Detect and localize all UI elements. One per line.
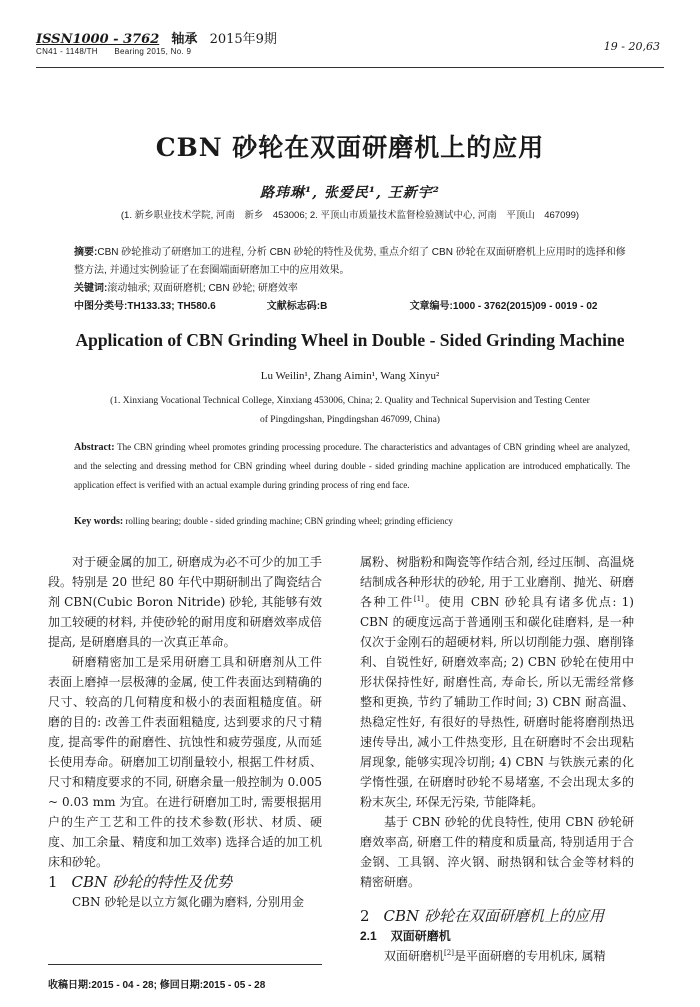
section-title: CBN 砂轮在双面研磨机上的应用	[383, 907, 604, 925]
section-title: CBN 砂轮的特性及优势	[71, 873, 232, 891]
paragraph-text: 是平面研磨的专用机床, 属精	[453, 949, 606, 963]
subsection-heading	[360, 926, 634, 946]
citation: [1]	[413, 595, 424, 603]
issn: ISSN1000 - 3762	[36, 32, 160, 47]
paragraph: 基于 CBN 砂轮的优良特性, 使用 CBN 砂轮研磨效率高, 研磨工件的精度和质量高, 特别适用于合金钢、工具钢、淬火钢、耐热钢和钛合金等材料的精密研磨。	[360, 815, 634, 889]
paragraph	[360, 552, 634, 812]
paragraph-text: 双面研磨机	[384, 949, 445, 963]
section-heading	[48, 872, 322, 892]
citation: [2]	[444, 949, 454, 957]
journal-header	[36, 32, 277, 57]
paragraph: CBN 砂轮是以立方氮化硼为磨料, 分别用金	[72, 895, 304, 909]
paragraph-text: 属粉、树脂粉和陶瓷等作结合剂, 经过压制、高温烧结制成各种形状的砂轮, 用于工业磨削、抛光、研磨各种工件	[360, 555, 634, 609]
article-number: 文章编号:1000 - 3762(2015)09 - 0019 - 02	[409, 301, 598, 312]
body-column-right	[360, 552, 634, 966]
abstract-cn	[74, 244, 634, 316]
authors-cn: 路玮琳¹, 张爱民¹, 王新宇²	[260, 185, 440, 201]
subsection-title: 双面研磨机	[390, 929, 451, 943]
paragraph	[360, 946, 634, 966]
paragraph-text: 。使用 CBN 砂轮具有诸多优点: 1) CBN 的硬度远高于普通刚玉和碳化硅磨料, 是一种仅次于金刚石的超硬材料, 所以切削能力强、磨削锋利、自锐性好, 研磨效率高; 2) CBN 砂轮在使用中形状保持性好, 耐磨性高, 寿命长, 所以无需经常修整和更换, 节约了辅助工作时间; 3) CBN 耐高温、热稳定性好, 有很好的导热性, 研磨时能将磨削热迅速传导出, 减小工件热变形, 且在研磨时不会出现粘屑现象, 能够实现冷切削; 4) CBN 与铁族元素的化学惰性强, 在研磨时砂轮不易堵塞, 不会出现太多的粉末灰尘, 环保无污染, 节能降耗。	[360, 595, 634, 809]
keywords-cn: 滚动轴承; 双面研磨机; CBN 砂轮; 研磨效率	[107, 283, 298, 294]
title-cn: CBN 砂轮在双面研磨机上的应用	[155, 133, 545, 162]
keywords-en-block	[74, 516, 634, 527]
clc-number: 中图分类号:TH133.33; TH580.6	[74, 301, 216, 312]
paragraph: 对于硬金属的加工, 研磨成为必不可少的加工手段。特别是 20 世纪 80 年代中期研制出了陶瓷结合剂 CBN(Cubic Boron Nitride) 砂轮, 其能够有效加工较硬的材料, 并使砂轮的耐用度和研磨效率成倍提高, 是研磨磨具的一次真正革命。	[48, 555, 322, 649]
footnote-divider	[48, 964, 322, 965]
received-date-footnote: 收稿日期:2015 - 04 - 28; 修回日期:2015 - 05 - 28	[48, 980, 266, 991]
subsection-number: 2.1	[360, 929, 377, 943]
header-divider	[36, 67, 664, 68]
section-heading	[360, 906, 634, 926]
abstract-en-label: Abstract:	[74, 442, 115, 453]
abstract-cn-text: CBN 砂轮推动了研磨加工的进程, 分析 CBN 砂轮的特性及优势, 重点介绍了 CBN 砂轮在双面研磨机上应用时的选择和修整方法, 并通过实例验证了在套圈端面研磨加工中的应用效果。	[74, 247, 626, 276]
abstract-en-text: The CBN grinding wheel promotes grinding processing procedure. The characteristics and advantages of CBN grinding wheel are analyzed, and the selecting and dressing method for CBN grinding wheel during double - sided grinding machine application are introduced emphatically. The application effect is verified with an actual example during grinding process of ring end face.	[74, 442, 630, 490]
paragraph: 研磨精密加工是采用研磨工具和研磨剂从工件表面上磨掉一层极薄的金属, 使工件表面达到精确的尺寸、较高的几何精度和极小的表面粗糙度值。研磨的目的: 改善工件表面粗糙度, 达到要求的尺寸精度, 提高零件的耐磨性、抗蚀性和疲劳强度, 从而延长使用寿命。研磨加工切削量较小, 根据工件材质、尺寸和精度要求的不同, 研磨余量一般控制为 0.005 ~ 0.03 mm 为宜。在进行研磨加工时, 需要根据用户的生产工艺和工件的技术参数(形状、材质、硬度、加工余量、精度和加工效率) 选择合适的加工机床和砂轮。	[48, 655, 322, 869]
keywords-cn-label: 关键词:	[74, 283, 108, 294]
keywords-en-label: Key words:	[74, 516, 124, 527]
body-column-left	[48, 552, 322, 912]
abstract-en	[74, 438, 630, 495]
affiliations-cn: (1. 新乡职业技术学院, 河南 新乡 453006; 2. 平顶山市质量技术监督检验测试中心, 河南 平顶山 467099)	[120, 210, 580, 221]
section-number: 1	[48, 873, 58, 891]
cn-number: CN41 - 1148/TH	[36, 47, 98, 56]
authors-en: Lu Weilin¹, Zhang Aimin¹, Wang Xinyu²	[260, 370, 440, 382]
abstract-cn-label: 摘要:	[74, 247, 98, 258]
title-en: Application of CBN Grinding Wheel in Double - Sided Grinding Machine	[75, 330, 625, 350]
keywords-en: rolling bearing; double - sided grinding machine; CBN grinding wheel; grinding efficiency	[125, 516, 453, 526]
section-number: 2	[360, 907, 370, 925]
affiliations-en: (1. Xinxiang Vocational Technical College, Xinxiang 453006, China; 2. Quality and Technical Supervision and Testing Center of Pingdingshan, Pingdingshan 467099, China)	[110, 396, 590, 425]
document-code: 文献标志码:B	[266, 301, 328, 312]
journal-name-cn: 轴承	[171, 32, 198, 47]
page-range: 19 - 20,63	[603, 40, 660, 53]
journal-name-en: Bearing 2015, No. 9	[114, 47, 192, 56]
issue-cn: 2015年9期	[209, 32, 277, 47]
